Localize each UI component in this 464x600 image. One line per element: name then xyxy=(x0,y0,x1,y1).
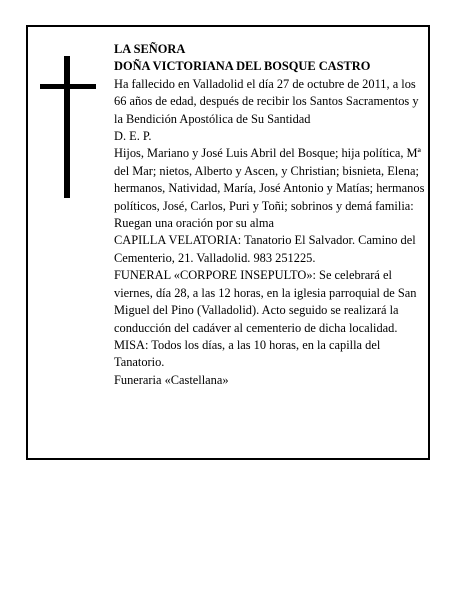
prayer-request: Ruegan una oración por su alma xyxy=(114,216,274,231)
deceased-name: DOÑA VICTORIANA DEL BOSQUE CASTRO xyxy=(114,59,371,74)
mass-info: MISA: Todos los días, a las 10 horas, en la capilla del Tanatorio. xyxy=(114,337,381,370)
funeral-info: FUNERAL «CORPORE INSEPULTO»: Se celebrará el viernes, día 28, a las 12 horas, en la iglesia parroquial de San Miguel del Pino (Valladolid). Acto seguido se realizará la conducción del cadáver al cementerio de dicha localidad. xyxy=(114,268,417,335)
cross-icon xyxy=(40,56,96,198)
family-list: Hijos, Mariano y José Luis Abril del Bosque; hija política, Mª del Mar; nietos, Alberto y Ascen, y Christian; bisnieta, Elena; hermanos, Natividad, María, José Antonio y Matías; hermanos políticos, José, Carlos, Puri y Toñi; sobrinos y demá familia: xyxy=(114,146,425,213)
obituary-frame xyxy=(26,25,430,460)
obituary-text xyxy=(114,41,428,389)
chapel-info: CAPILLA VELATORIA: Tanatorio El Salvador. Camino del Cementerio, 21. Valladolid. 983 251225. xyxy=(114,233,416,265)
cross-vertical-bar xyxy=(64,56,70,198)
cross-horizontal-bar xyxy=(40,84,96,89)
dep-abbreviation: D. E. P. xyxy=(114,129,152,144)
death-notice: Ha fallecido en Valladolid el día 27 de octubre de 2011, a los 66 años de edad, después de recibir los Santos Sacramentos y la Bendición Apostólica de Su Santidad xyxy=(114,76,419,126)
heading-title: LA SEÑORA xyxy=(114,42,186,56)
funeral-home: Funeraria «Castellana» xyxy=(114,372,229,387)
